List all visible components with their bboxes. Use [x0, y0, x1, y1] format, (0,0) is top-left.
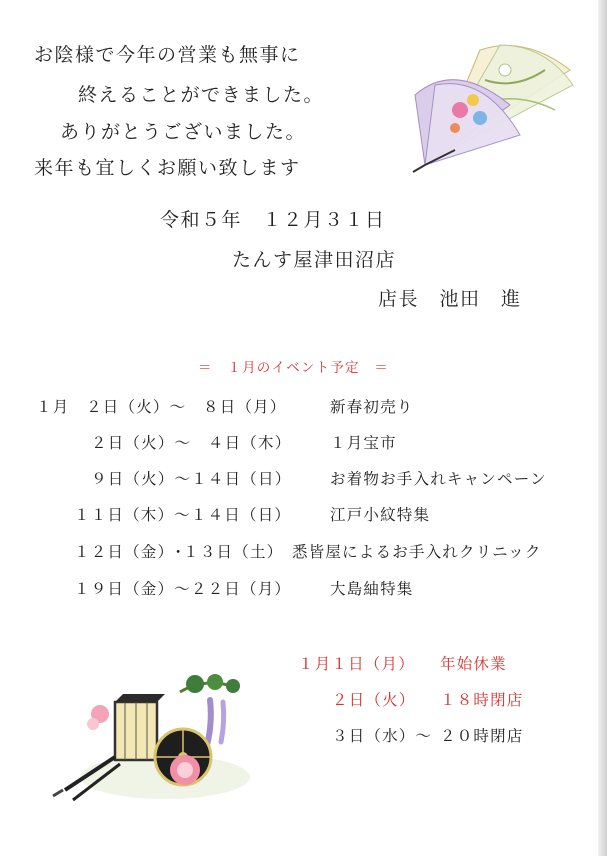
event-row-date: ９日（火）～１４日（日）	[91, 470, 292, 488]
greeting-line-1: お陰様で今年の営業も無事に	[34, 44, 301, 66]
event-row-name: 大島紬特集	[330, 580, 414, 598]
event-row-date: １９日（金）～２２日（月）	[74, 580, 292, 598]
hours-note: １８時閉店	[440, 691, 524, 709]
hours-date: １月１日（月）	[298, 655, 415, 673]
hours-note: ２０時閉店	[440, 727, 524, 745]
greeting-line-3: ありがとうございました。	[60, 121, 307, 143]
folding-fans-icon	[405, 40, 575, 175]
hours-date: ２日（火）	[332, 691, 416, 709]
greeting-line-2: 終えることができました。	[78, 84, 325, 106]
hours-date: ３日（水）～	[332, 727, 433, 745]
event-row-date: ２日（火）～ ４日（木）	[91, 434, 292, 452]
page-edge	[598, 0, 607, 856]
store-manager: 店長 池田 進	[378, 288, 522, 310]
event-row-name: 江戸小紋特集	[330, 506, 431, 524]
event-row-name: お着物お手入れキャンペーン	[330, 470, 547, 488]
signature-date: 令和５年 １２月３１日	[160, 209, 386, 231]
greeting-line-4: 来年も宜しくお願い致します	[34, 157, 301, 179]
hours-note: 年始休業	[440, 655, 507, 673]
store-name: たんす屋津田沼店	[232, 249, 397, 271]
event-row-name: １月宝市	[330, 434, 397, 452]
event-row-name: 悉皆屋によるお手入れクリニック	[292, 543, 542, 561]
event-row-date: １１日（木）～１４日（日）	[74, 506, 292, 524]
event-row-date: １２日（金）･１３日（土）	[74, 543, 284, 561]
events-heading: ＝ １月のイベント予定 ＝	[198, 360, 390, 376]
flower-cart-icon	[45, 672, 260, 812]
event-row-name: 新春初売り	[330, 398, 414, 416]
event-row-date: １月 ２日（火）～ ８日（月）	[36, 398, 287, 416]
